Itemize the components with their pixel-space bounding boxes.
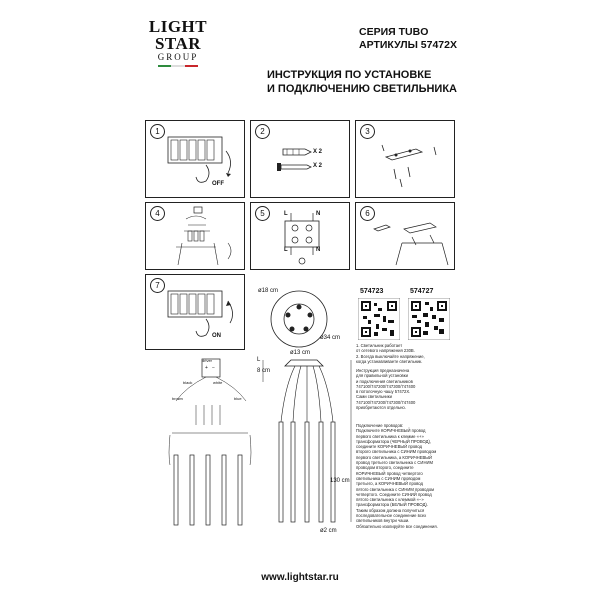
italian-flag-icon [158,65,198,67]
terminal-n-top: N [316,211,321,217]
dim-130cm: 130 cm [330,478,350,484]
dowel-count: X 2 [313,149,323,155]
qr-code-574727[interactable] [408,298,450,340]
step-1-number: 1 [150,124,165,139]
breaker-on-icon [146,275,244,349]
driver-label: driver [202,358,213,363]
step-3-number: 3 [360,124,375,139]
terminal-n-bottom: N [316,247,321,253]
brand-logo [148,18,208,67]
website-url[interactable]: www.lightstar.ru [261,572,339,583]
dim-d2: ø2 cm [320,528,337,534]
step-4-panel [145,202,245,270]
terminal-l-top: L [284,211,288,217]
dim-d34: ø34 cm [320,335,341,341]
logo-line3: GROUP [157,52,199,62]
logo-line2: STAR [154,34,202,53]
dim-d13: ø13 cm [290,350,311,356]
logo-line1: LIGHT [148,17,208,36]
driver-plus: + [205,365,208,371]
safety-notes: 1. Светильник работает от сетевого напряжения 230В. 2. Всегда выключайте напряжение, когда устанавливаете светильник. [356,343,425,364]
step-5-number: 5 [255,206,270,221]
qr-code-574723[interactable] [358,298,400,340]
dim-l: L [257,357,261,363]
on-label: ON [212,333,221,339]
screw-count: X 2 [313,163,323,169]
wire-blue-label: blue [234,396,242,401]
mounting-bracket-icon [356,121,454,197]
dowel-and-screw-icon [251,121,349,197]
step-5-panel [250,202,350,270]
step-2-number: 2 [255,124,270,139]
wire-black-label: black [183,380,193,385]
terminal-l-bottom: L [284,247,288,253]
step-3-panel [355,120,455,198]
dim-8cm: 8 cm [257,368,271,374]
wire-white-label: white [213,380,223,385]
wiring-diagram [160,355,260,555]
canopy-top-view [265,285,345,355]
wire-brown-label: brown [172,396,183,401]
step-6-number: 6 [360,206,375,221]
title-line2: И ПОДКЛЮЧЕНИЮ СВЕТИЛЬНИКА [266,83,457,95]
step-6-panel [355,202,455,270]
step-1-panel [145,120,245,198]
step-7-panel [145,274,245,350]
driver-minus: − [212,365,215,371]
product-header [359,26,457,52]
article-574727: 574727 [410,288,434,295]
step-2-panel [250,120,350,198]
dim-d18: ø18 cm [258,288,279,294]
canopy-fix-icon [356,203,454,269]
article-574723: 574723 [360,288,384,295]
terminal-block-icon [251,203,349,269]
breaker-off-icon [146,121,244,197]
product-notes: Инструкция предназначена для правильной установки и подключения светильников 747100/747200/747300/747400 в потолочную чашу 57472X. Сами светильники 747100/747200/747300/747400 приобретаются отдельно. [356,368,416,411]
step-4-number: 4 [150,206,165,221]
wire-connection-icon [146,203,244,269]
page-title [267,68,457,96]
off-label: OFF [212,181,224,187]
step-7-number: 7 [150,278,165,293]
series-label: СЕРИЯ TUBO [359,26,429,38]
articles-label: АРТИКУЛЫ 57472X [359,39,457,51]
fixture-side-view [255,352,365,552]
title-line1: ИНСТРУКЦИЯ ПО УСТАНОВКЕ [266,69,432,81]
wiring-instructions: Подключение проводов: Подключите КОРИЧНЕВЫЙ провод первого светильника к клемме «+» трансформатора (ЧЕРНЫЙ ПРОВОД), соедините КОРИЧНЕВЫЙ провод второго светильника с СИНИМ проводом первого светильника, а КОРИЧНЕВЫЙ провод третьего светильника с СИНИМ проводом второго, соедините КОРИЧНЕВЫЙ провод четвертого светильника с СИНИМ проводом третьего, а КОРИЧНЕВЫЙ провод пятого светильника с СИНИМ проводом четвертого. Соедините СИНИЙ провод пятого светильника с клеммой «−» трансформатора (БЕЛЫЙ ПРОВОД). Таким образом должна получиться последовательное соединение всех светильников внутри чаши. Обязательно изолируйте все соединения. [356,423,438,529]
